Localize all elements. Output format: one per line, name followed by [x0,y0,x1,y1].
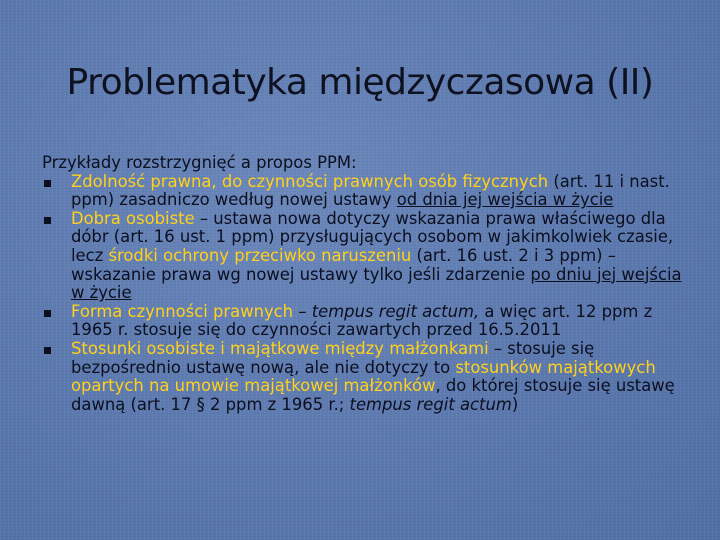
bullet-item-personal-rights [42,210,692,303]
bullet-list [42,173,692,415]
bullet-text: – ustawa nowa dotyczy wskazania prawa właściwego dla dóbr (art. 16 ust. 1 ppm) przysługujących osobom w jakimkolwiek czasie, lecz [71,208,674,265]
bullet-item-form-of-acts [42,303,692,340]
highlighted-term: środki ochrony przeciwko naruszeniu [108,245,412,265]
bullet-text: ) [511,394,519,414]
highlighted-term: Dobra osobiste [71,208,195,228]
slide-title: Problematyka międzyczasowa (II) [66,62,654,103]
highlighted-term: stosunków majątkowych opartych na umowie majątkowej małżonków [71,357,656,396]
bullet-text: , do której stosuje się ustawę dawną (art. 17 § 2 ppm z 1965 r.; [71,376,675,414]
square-bullet-icon [44,310,51,317]
bullet-text: – stosuje się bezpośrednio ustawę nową, ale nie dotyczy to [71,338,595,377]
underlined-phrase: po dniu jej wejścia w życie [71,264,682,303]
highlighted-term: Stosunki osobiste i majątkowe między małżonkami [71,338,489,358]
square-bullet-icon [44,347,51,354]
italic-phrase: tempus regit actum [349,394,512,414]
highlighted-term: Forma czynności prawnych [71,301,294,321]
bullet-item-legal-capacity [42,173,692,210]
bullet-text: a więc art. 12 ppm z 1965 r. stosuje się do czynności zawartych przed 16.5.2011 [71,301,653,340]
italic-phrase: tempus regit actum, [311,301,480,321]
highlighted-term: Zdolność prawna, do czynności prawnych osób fizycznych [71,171,549,191]
intro-text: Przykłady rozstrzygnięć a propos PPM: [42,153,357,172]
square-bullet-icon [44,217,51,224]
underlined-phrase: od dnia jej wejścia w życie [396,190,614,210]
slide-body [42,154,692,414]
square-bullet-icon [44,180,51,187]
bullet-item-spousal-relations [42,340,692,414]
bullet-text: (art. 11 i nast. ppm) zasadniczo według nowej ustawy [71,171,670,210]
bullet-text: (art. 16 ust. 2 i 3 ppm) – wskazanie prawa wg nowej ustawy tylko jeśli zdarzenie [71,245,616,284]
bullet-text: – [293,301,312,321]
